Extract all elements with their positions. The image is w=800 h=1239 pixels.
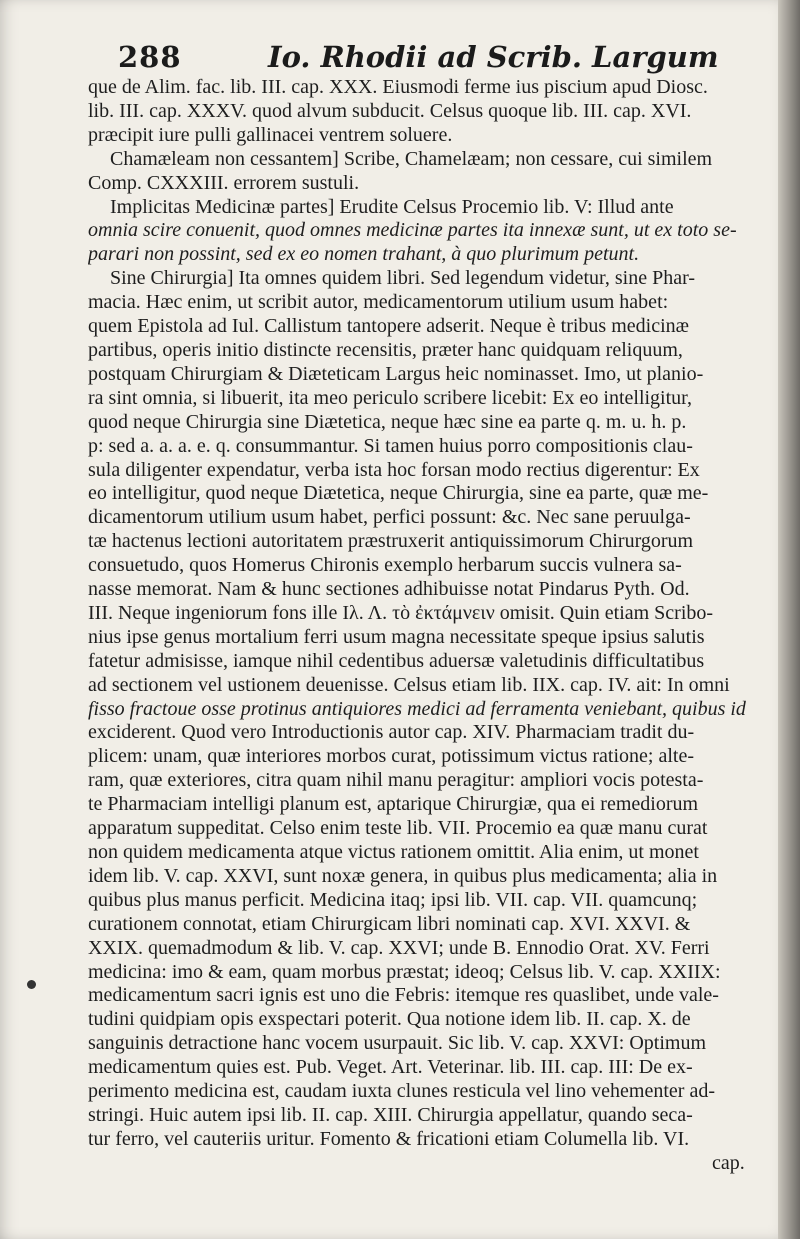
- text-line: parari non possint, sed ex eo nomen trahant, à quo plurimum petunt.: [88, 243, 640, 266]
- text-line: eo intelligitur, quod neque Diætetica, neque Chirurgia, sine ea parte, quæ me-: [88, 482, 709, 505]
- text-line: fisso fractoue osse protinus antiquiores medici ad ferramenta veniebant, quibus id: [88, 697, 746, 720]
- text-line: idem lib. V. cap. XXVI, sunt noxæ genera, in quibus plus medicamenta; alia in: [88, 864, 718, 887]
- text-line: non quidem medicamenta atque victus rationem omittit. Alia enim, ut monet: [88, 841, 699, 863]
- running-title: Io. Rhodii ad Scrib. Largum: [268, 40, 719, 74]
- text-line: ad sectionem vel ustionem deuenisse. Celsus etiam lib. IIX. cap. IV. ait: In omni: [88, 673, 730, 696]
- text-line: quibus plus manus perficit. Medicina itaq; ipsi lib. VII. cap. VII. quamcunq;: [88, 888, 698, 911]
- text-line: sula diligenter expendatur, verba ista hoc forsan modo rectius digerentur: Ex: [88, 458, 700, 481]
- text-line: fatetur admisisse, iamque nihil cedentibus aduersæ valetudinis difficultatibus: [88, 649, 705, 672]
- text-line: nasse memorat. Nam & hunc sectiones adhibuisse notat Pindarus Pyth. Od.: [88, 578, 690, 601]
- ink-spot: [27, 980, 36, 989]
- page-number: 288: [118, 40, 182, 74]
- text-line: sanguinis detractione hanc vocem usurpauit. Sic lib. V. cap. XXVI: Optimum: [88, 1032, 707, 1055]
- text-line: tur ferro, vel cauteriis uritur. Fomento & fricationi etiam Columella lib. VI.: [88, 1127, 690, 1150]
- text-line: te Pharmaciam intelligi planum est, aptarique Chirurgiæ, qua ei remediorum: [88, 793, 699, 816]
- text-line: Implicitas Medicinæ partes] Erudite Celsus Procemio lib. V: Illud ante: [110, 195, 674, 218]
- text-line: medicina: imo & eam, quam morbus præstat; ideoq; Celsus lib. V. cap. XXIIX:: [88, 960, 721, 983]
- text-line: medicamentum sacri ignis est uno die Febris: itemque res quaslibet, unde vale-: [88, 984, 719, 1007]
- text-line: tæ hactenus lectioni autoritatem præstruxerit antiquissimorum Chirurgorum: [88, 530, 694, 553]
- body-text: [88, 76, 768, 1152]
- text-line: medicamentum quies est. Pub. Veget. Art. Veterinar. lib. III. cap. III: De ex-: [88, 1056, 693, 1079]
- text-line: ram, quæ exteriores, citra quam nihil manu peragitur: ampliori vocis potesta-: [88, 769, 704, 792]
- page-gutter-shadow: [778, 0, 800, 1239]
- text-line: Comp. CXXXIII. errorem sustuli.: [88, 171, 360, 194]
- text-line: III. Neque ingeniorum fons ille Ιλ. Λ. τὸ ἐκτάμνειν omisit. Quin etiam Scribo-: [88, 601, 714, 624]
- text-line: curationem connotat, etiam Chirurgicam libri nominati cap. XVI. XXVI. &: [88, 912, 691, 935]
- text-line: stringi. Huic autem ipsi lib. II. cap. XIII. Chirurgia appellatur, quando seca-: [88, 1103, 693, 1126]
- text-line: apparatum suppeditat. Celso enim teste lib. VII. Procemio ea quæ manu curat: [88, 817, 708, 840]
- text-line: quod neque Chirurgia sine Diætetica, neque hæc sine ea parte q. m. u. h. p.: [88, 410, 687, 433]
- text-line: nius ipse genus mortalium ferri usum magna necessitate speque ipsius salutis: [88, 625, 705, 648]
- page-header: [118, 40, 718, 80]
- text-line: consuetudo, quos Homerus Chironis exemplo herbarum succis vulnera sa-: [88, 554, 682, 577]
- text-line: tudini quidpiam opis exspectari poterit. Qua notione idem lib. II. cap. X. de: [88, 1008, 691, 1031]
- text-line: Sine Chirurgia] Ita omnes quidem libri. Sed legendum videtur, sine Phar-: [110, 267, 695, 290]
- text-line: ra sint omnia, si libuerit, ita meo periculo scribere licebit: Ex eo intelligitur,: [88, 386, 693, 409]
- text-line: p: sed a. a. a. e. q. consummantur. Si tamen huius porro compositionis clau-: [88, 434, 693, 457]
- text-line: macia. Hæc enim, ut scribit autor, medicamentorum utilium usum habet:: [88, 291, 669, 314]
- text-line: exciderent. Quod vero Introductionis autor cap. XIV. Pharmaciam tradit du-: [88, 721, 695, 744]
- text-line: quem Epistola ad Iul. Callistum tantopere adserit. Neque è tribus medicinæ: [88, 315, 689, 338]
- text-line: præcipit iure pulli gallinacei ventrem soluere.: [88, 123, 453, 146]
- text-line: Chamæleam non cessantem] Scribe, Chamelæam; non cessare, cui similem: [110, 147, 713, 170]
- catchword: cap.: [712, 1152, 745, 1174]
- text-line: postquam Chirurgiam & Diæteticam Largus heic nominasset. Imo, ut planio-: [88, 362, 704, 385]
- text-line: partibus, operis initio distincte recensitis, præter hanc quidquam reliquum,: [88, 338, 683, 361]
- text-line: omnia scire conuenit, quod omnes medicinæ partes ita innexæ sunt, ut ex toto se-: [88, 219, 737, 242]
- text-line: dicamentorum utilium usum habet, perfici possunt: &c. Nec sane peruulga-: [88, 506, 691, 529]
- text-line: perimento medicina est, caudam iuxta clunes resticula vel lino vehementer ad-: [88, 1080, 715, 1103]
- text-line: XXIX. quemadmodum & lib. V. cap. XXVI; unde B. Ennodio Orat. XV. Ferri: [88, 936, 710, 959]
- text-line: lib. III. cap. XXXV. quod alvum subducit. Celsus quoque lib. III. cap. XVI.: [88, 99, 692, 122]
- text-line: que de Alim. fac. lib. III. cap. XXX. Eiusmodi ferme ius piscium apud Diosc.: [88, 76, 708, 98]
- text-line: plicem: unam, quæ interiores morbos curat, potissimum victus ratione; alte-: [88, 745, 694, 768]
